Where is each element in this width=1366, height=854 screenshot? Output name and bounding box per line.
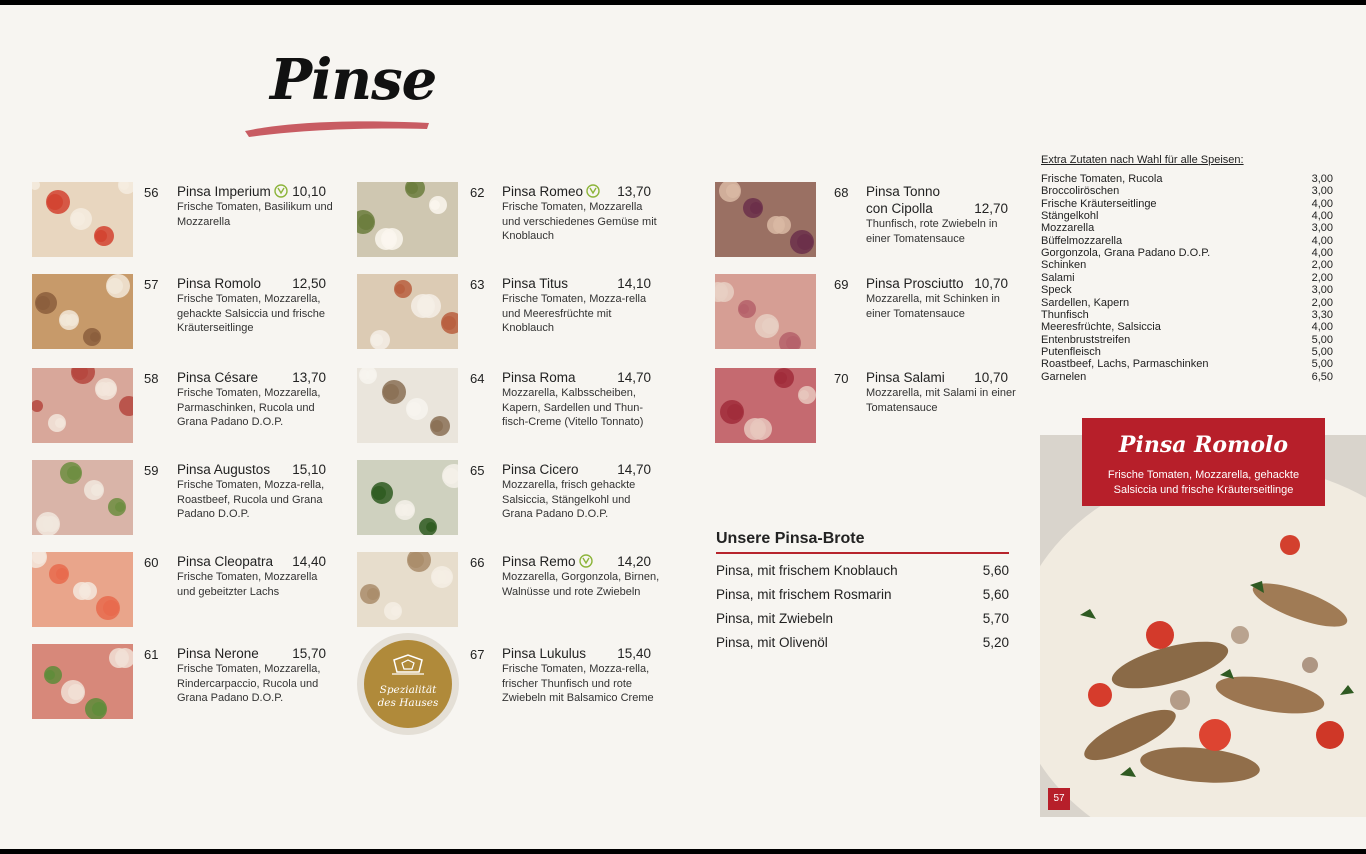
specialty-badge [357,633,459,735]
item-name: Pinsa Salami [866,370,945,385]
extra-row [1041,309,1333,321]
item-price: 12,50 [292,276,326,291]
pinsa-thumbnail [32,644,133,719]
item-number: 58 [144,371,159,386]
extra-name: Stängelkohl [1041,210,1099,223]
item-description: Mozzarella, frisch gehackte Salsiccia, Stängelkohl und Grana Padano D.O.P. [502,479,636,520]
extra-row [1041,284,1333,296]
extra-name: Schinken [1041,259,1087,272]
pinsa-thumbnail [357,368,458,443]
item-name: Pinsa Cicero [502,462,579,477]
pinsa-thumbnail [32,368,133,443]
item-price: 15,70 [292,646,326,661]
extra-row [1041,259,1333,271]
extra-row [1041,235,1333,247]
item-name: Pinsa Romolo [177,276,262,291]
pinsa-thumbnail [32,552,133,627]
pinsa-thumbnail [715,368,816,443]
extra-price: 3,00 [1311,222,1333,235]
chef-hat-icon [388,652,428,682]
vegetarian-leaf-icon [586,184,600,201]
extra-name: Frische Tomaten, Rucola [1041,173,1163,185]
item-price: 14,40 [292,554,326,569]
extra-name: Meeresfrüchte, Salsiccia [1041,321,1161,334]
brote-row [716,635,1009,650]
item-name: Pinsa Augustos [177,462,271,477]
item-name: Pinsa Prosciutto [866,276,964,291]
extra-name: Büffelmozzarella [1041,234,1123,247]
item-price: 14,10 [617,276,651,291]
item-price: 13,70 [292,370,326,385]
item-name: Pinsa Césare [177,370,259,385]
item-price: 14,20 [617,554,651,569]
extra-row [1041,272,1333,284]
item-price: 12,70 [974,201,1008,216]
extra-price: 5,00 [1311,345,1333,358]
extra-price: 4,00 [1311,234,1333,247]
extra-price: 2,00 [1311,259,1333,272]
item-description: Frische Tomaten, Mozzarella, Rindercarpaccio, Rucola und Grana Padano D.O.P. [177,663,321,704]
item-number: 68 [834,185,849,200]
page-number: 57 [1048,788,1070,810]
extra-row [1041,247,1333,259]
extra-row [1041,210,1333,222]
brote-row [716,611,1009,626]
brote-price: 5,60 [982,587,1009,602]
item-name: Pinsa Imperium [177,184,288,201]
item-description: Thunfisch, rote Zwiebeln in einer Tomatensauce [866,218,998,245]
badge-line-1: Spezialität [379,684,437,696]
item-name: Pinsa Romeo [502,184,600,201]
item-name: Pinsa Titus [502,276,569,291]
extra-name: Broccoliröschen [1041,185,1120,198]
extra-row [1041,371,1333,383]
item-price: 13,70 [617,184,651,199]
extra-price: 5,00 [1311,333,1333,346]
extra-name: Putenfleisch [1041,345,1101,358]
extra-price: 3,00 [1311,185,1333,198]
extra-row [1041,358,1333,370]
pinsa-thumbnail [357,552,458,627]
extras-heading: Extra Zutaten nach Wahl für alle Speisen: [1041,154,1244,166]
item-number: 70 [834,371,849,386]
item-price: 15,10 [292,462,326,477]
brote-price: 5,70 [982,611,1009,626]
page-title: Pinse [270,47,437,113]
item-price: 10,10 [292,184,326,199]
pinsa-thumbnail [715,274,816,349]
item-number: 65 [470,463,485,478]
item-number: 60 [144,555,159,570]
item-number: 59 [144,463,159,478]
pinsa-thumbnail [32,460,133,535]
item-description: Frische Tomaten, Mozzarella, gehackte Salsiccia und frische Kräuterseitlinge [177,293,325,334]
item-description: Frische Tomaten, Mozzarella und verschiedenes Gemüse mit Knoblauch [502,201,657,242]
brote-name: Pinsa, mit Olivenöl [716,635,828,650]
item-price: 14,70 [617,370,651,385]
pinsa-thumbnail [32,274,133,349]
brote-name: Pinsa, mit frischem Rosmarin [716,587,892,602]
extra-row [1041,321,1333,333]
promo-desc-line-1: Frische Tomaten, Mozzarella, gehackte [1107,469,1300,481]
pinsa-thumbnail [715,182,816,257]
extra-name: Salami [1041,271,1075,284]
extra-price: 4,00 [1311,197,1333,210]
item-description: Mozzarella, mit Salami in einer Tomatensauce [866,387,1016,414]
menu-page [0,5,1366,849]
item-number: 67 [470,647,485,662]
item-price: 10,70 [974,370,1008,385]
extra-price: 6,50 [1311,370,1333,383]
item-name: Pinsa Cleopatra [177,554,274,569]
item-description: Frische Tomaten, Mozzarella, Parmaschinken, Rucola und Grana Padano D.O.P. [177,387,321,428]
item-description: Frische Tomaten, Mozza-rella, Roastbeef, Rucola und Grana Padano D.O.P. [177,479,325,520]
vegetarian-leaf-icon [579,554,593,571]
extra-name: Frische Kräuterseitlinge [1041,197,1157,210]
extra-price: 4,00 [1311,210,1333,223]
promo-banner [1082,418,1325,506]
extra-name: Gorgonzola, Grana Padano D.O.P. [1041,247,1211,260]
item-name: Pinsa Tonno [866,184,941,199]
brote-row [716,563,1009,578]
badge-line-2: des Hauses [377,697,439,709]
item-name-line-2: con Cipolla [866,201,933,216]
item-number: 69 [834,277,849,292]
brote-price: 5,20 [982,635,1009,650]
extra-name: Roastbeef, Lachs, Parmaschinken [1041,358,1209,371]
item-number: 63 [470,277,485,292]
extra-row [1041,222,1333,234]
item-name: Pinsa Lukulus [502,646,587,661]
brote-divider [716,552,1009,554]
item-price: 10,70 [974,276,1008,291]
brush-stroke-underline [243,117,431,137]
item-number: 57 [144,277,159,292]
extra-price: 4,00 [1311,247,1333,260]
pinsa-thumbnail [357,274,458,349]
extra-row [1041,198,1333,210]
extra-row [1041,334,1333,346]
item-number: 56 [144,185,159,200]
extra-price: 2,00 [1311,296,1333,309]
extra-row [1041,346,1333,358]
promo-title: Pinsa Romolo [1118,432,1289,458]
extra-price: 4,00 [1311,321,1333,334]
extra-row [1041,297,1333,309]
brote-price: 5,60 [982,563,1009,578]
extra-price: 5,00 [1311,358,1333,371]
item-price: 14,70 [617,462,651,477]
item-number: 66 [470,555,485,570]
item-name: Pinsa Nerone [177,646,259,661]
item-description: Frische Tomaten, Mozza-rella und Meeresfrüchte mit Knoblauch [502,293,647,334]
extra-row [1041,185,1333,197]
extra-name: Sardellen, Kapern [1041,296,1130,309]
extra-row [1041,173,1333,185]
extra-price: 3,00 [1311,173,1333,185]
promo-desc-line-2: Salsiccia und frische Kräuterseitlinge [1113,483,1294,496]
item-description: Mozzarella, Gorgonzola, Birnen, Walnüsse und rote Zwiebeln [502,571,660,598]
extra-name: Garnelen [1041,370,1087,383]
item-description: Frische Tomaten, Basilikum und Mozzarella [177,201,333,228]
item-number: 62 [470,185,485,200]
extra-name: Mozzarella [1041,222,1095,235]
extra-name: Speck [1041,284,1072,297]
extra-name: Entenbruststreifen [1041,333,1131,346]
extra-price: 2,00 [1311,271,1333,284]
item-description: Frische Tomaten, Mozzarella und gebeitzter Lachs [177,571,318,598]
item-number: 64 [470,371,485,386]
extra-price: 3,30 [1311,308,1333,321]
brote-row [716,587,1009,602]
pinsa-thumbnail [32,182,133,257]
brote-name: Pinsa, mit Zwiebeln [716,611,834,626]
item-name: Pinsa Roma [502,370,576,385]
item-name: Pinsa Remo [502,554,593,571]
brote-heading: Unsere Pinsa-Brote [716,530,865,547]
item-number: 61 [144,647,159,662]
extra-price: 3,00 [1311,284,1333,297]
item-description: Frische Tomaten, Mozza-rella, frischer Thunfisch und rote Zwiebeln mit Balsamico Creme [502,663,654,704]
extra-name: Thunfisch [1041,308,1089,321]
brote-name: Pinsa, mit frischem Knoblauch [716,563,898,578]
pinsa-thumbnail [357,182,458,257]
item-price: 15,40 [617,646,651,661]
item-description: Mozzarella, Kalbsscheiben, Kapern, Sardellen und Thun-fisch-Creme (Vitello Tonnato) [502,387,644,428]
item-description: Mozzarella, mit Schinken in einer Tomatensauce [866,293,1000,320]
pinsa-thumbnail [357,460,458,535]
